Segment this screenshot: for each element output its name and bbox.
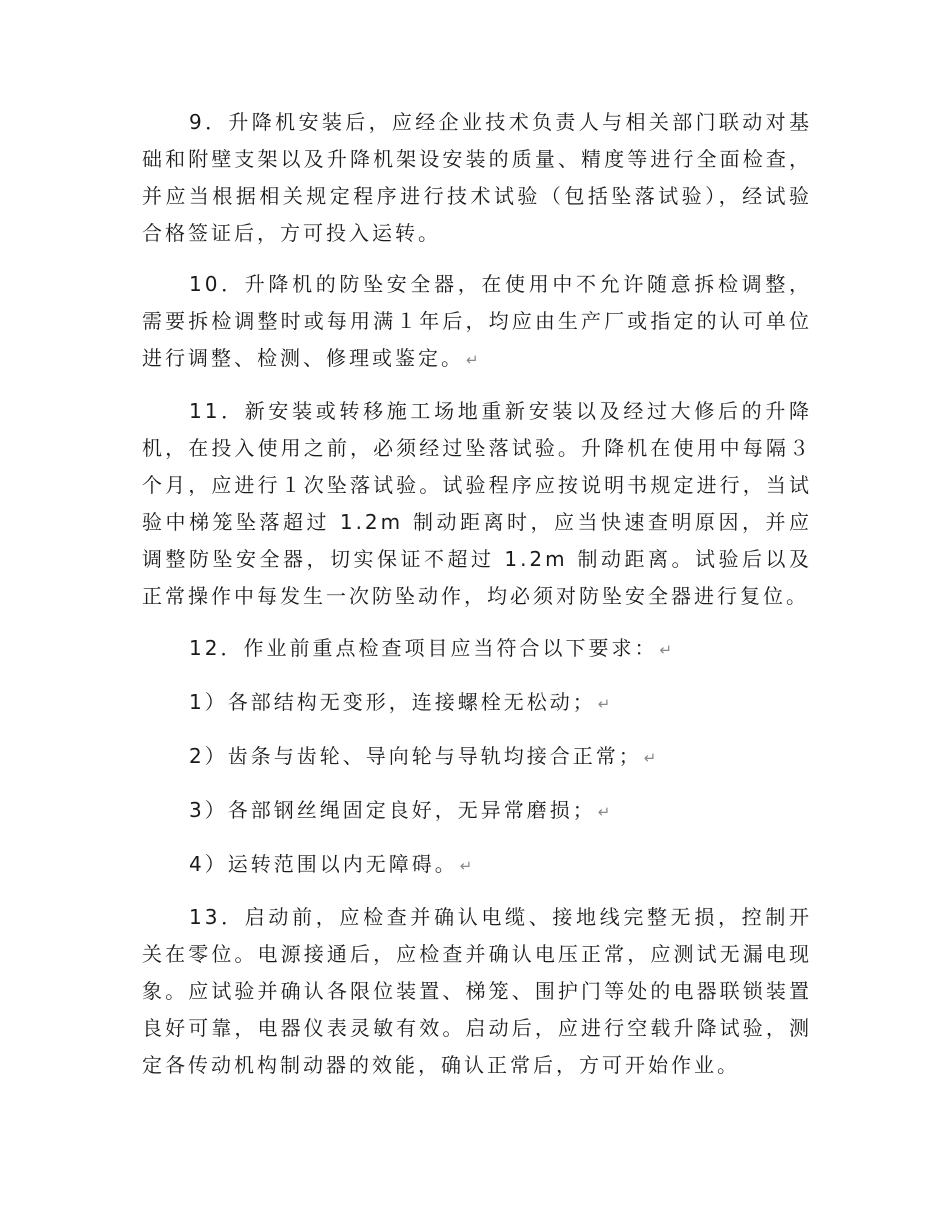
paragraph-11 — [142, 393, 812, 615]
paragraph-9 — [142, 104, 812, 252]
list-item-text: 2）齿条与齿轮、导向轮与导轨均接合正常； — [189, 744, 642, 768]
list-item-2 — [142, 737, 812, 777]
paragraph-13 — [142, 899, 812, 1084]
paragraph-mark-icon: ↵ — [459, 857, 473, 875]
paragraph-text: 12．作业前重点检查项目应当符合以下要求： — [189, 636, 658, 660]
paragraph-text: 13．启动前，应检查并确认电缆、接地线完整无损，控制开关在零位。电源接通后，应检查并确认电压正常，应测试无漏电现象。应试验并确认各限位装置、梯笼、围护门等处的电器联锁装置良好可靠，电器仪表灵敏有效。启动后，应进行空载升降试验，测定各传动机构制动器的效能，确认正常后，方可开始作业。 — [142, 905, 812, 1077]
list-item-text: 4）运转范围以内无障碍。 — [189, 852, 458, 876]
paragraph-mark-icon: ↵ — [466, 351, 479, 369]
paragraph-mark-icon: ↵ — [597, 695, 611, 713]
paragraph-text: 11．新安装或转移施工场地重新安装以及经过大修后的升降机，在投入使用之前，必须经过坠落试验。升降机在使用中每隔３个月，应进行１次坠落试验。试验程序应按说明书规定进行，当试验中梯笼坠落超过 1.2m 制动距离时，应当快速查明原因，并应调整防坠安全器，切实保证不超过 1.2m 制动距离。试验后以及正常操作中每发生一次防坠动作，均必须对防坠安全器进行复位。 — [142, 399, 812, 608]
paragraph-mark-icon: ↵ — [597, 803, 611, 821]
list-item-1 — [142, 683, 812, 723]
list-item-text: 3）各部钢丝绳固定良好，无异常磨损； — [189, 798, 596, 822]
paragraph-text: 9．升降机安装后，应经企业技术负责人与相关部门联动对基础和附壁支架以及升降机架设安装的质量、精度等进行全面检查，并应当根据相关规定程序进行技术试验（包括坠落试验），经试验合格签证后，方可投入运转。 — [142, 110, 812, 245]
paragraph-mark-icon: ↵ — [643, 749, 657, 767]
list-item-3 — [142, 791, 812, 831]
paragraph-10 — [142, 266, 812, 379]
list-item-4 — [142, 845, 812, 885]
paragraph-mark-icon: ↵ — [659, 641, 673, 659]
paragraph-text: 10．升降机的防坠安全器，在使用中不允许随意拆检调整，需要拆检调整时或每用满１年后，均应由生产厂或指定的认可单位进行调整、检测、修理或鉴定。 — [142, 272, 812, 370]
list-item-text: 1）各部结构无变形，连接螺栓无松动； — [189, 690, 596, 714]
document-body — [142, 104, 812, 1098]
paragraph-12 — [142, 629, 812, 669]
